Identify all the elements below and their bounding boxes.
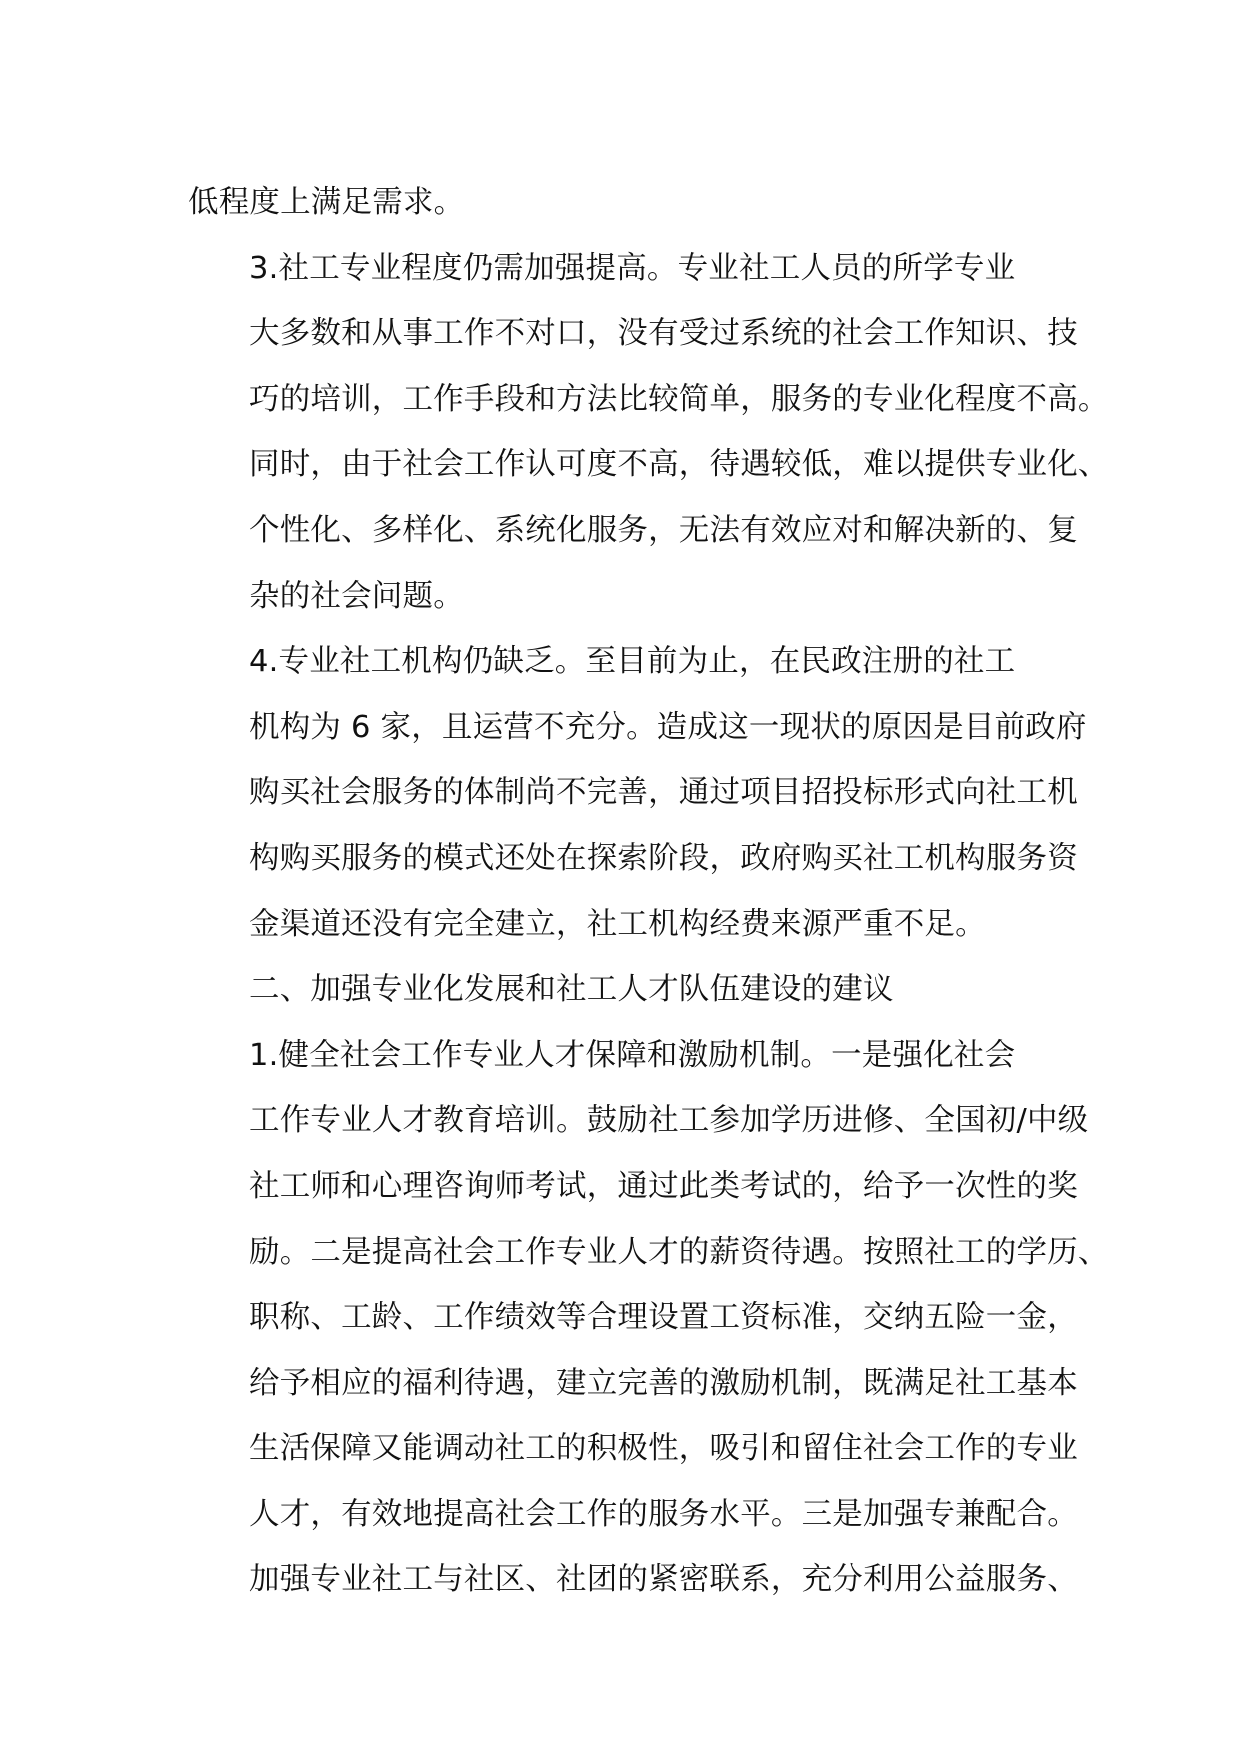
- text-line: 工作专业人才教育培训。鼓励社工参加学历进修、全国初/中级: [249, 1103, 1089, 1139]
- heading-line: 二、加强专业化发展和社工人才队伍建设的建议: [249, 972, 894, 1008]
- text-line: 励。二是提高社会工作专业人才的薪资待遇。按照社工的学历、: [249, 1234, 1109, 1270]
- document-body: [188, 170, 1109, 1613]
- text-line: 3.社工专业程度仍需加强提高。专业社工人员的所学专业: [249, 250, 1016, 286]
- text-line: 4.专业社工机构仍缺乏。至目前为止，在民政注册的社工: [249, 644, 1016, 680]
- text-line: 同时，由于社会工作认可度不高，待遇较低，难以提供专业化、: [249, 447, 1109, 483]
- paragraph-continuation: [188, 170, 1068, 236]
- text-line: 人才，有效地提高社会工作的服务水平。三是加强专兼配合。: [249, 1496, 1078, 1532]
- paragraph-suggestion-1: [188, 1023, 1109, 1613]
- text-line: 杂的社会问题。: [249, 578, 464, 614]
- text-line: 大多数和从事工作不对口，没有受过系统的社会工作知识、技: [249, 316, 1078, 352]
- text-line: 机构为 6 家，且运营不充分。造成这一现状的原因是目前政府: [249, 709, 1087, 745]
- paragraph-item-3: [188, 236, 1109, 630]
- text-line: 金渠道还没有完全建立，社工机构经费来源严重不足。: [249, 906, 986, 942]
- text-line: 构购买服务的模式还处在探索阶段，政府购买社工机构服务资: [249, 840, 1078, 876]
- text-line: 生活保障又能调动社工的积极性，吸引和留住社会工作的专业: [249, 1431, 1078, 1467]
- text-line: 低程度上满足需求。: [188, 185, 465, 220]
- text-line: 职称、工龄、工作绩效等合理设置工资标准，交纳五险一金，: [249, 1300, 1078, 1336]
- text-line: 1.健全社会工作专业人才保障和激励机制。一是强化社会: [249, 1037, 1016, 1073]
- text-line: 给予相应的福利待遇，建立完善的激励机制，既满足社工基本: [249, 1365, 1078, 1401]
- text-line: 购买社会服务的体制尚不完善，通过项目招投标形式向社工机: [249, 775, 1078, 811]
- text-line: 巧的培训，工作手段和方法比较简单，服务的专业化程度不高。: [249, 381, 1109, 417]
- section-heading: [188, 957, 1068, 1023]
- text-line: 个性化、多样化、系统化服务，无法有效应对和解决新的、复: [249, 512, 1078, 548]
- text-line: 社工师和心理咨询师考试，通过此类考试的，给予一次性的奖: [249, 1168, 1078, 1204]
- text-line: 加强专业社工与社区、社团的紧密联系，充分利用公益服务、: [249, 1562, 1078, 1598]
- paragraph-item-4: [188, 629, 1087, 957]
